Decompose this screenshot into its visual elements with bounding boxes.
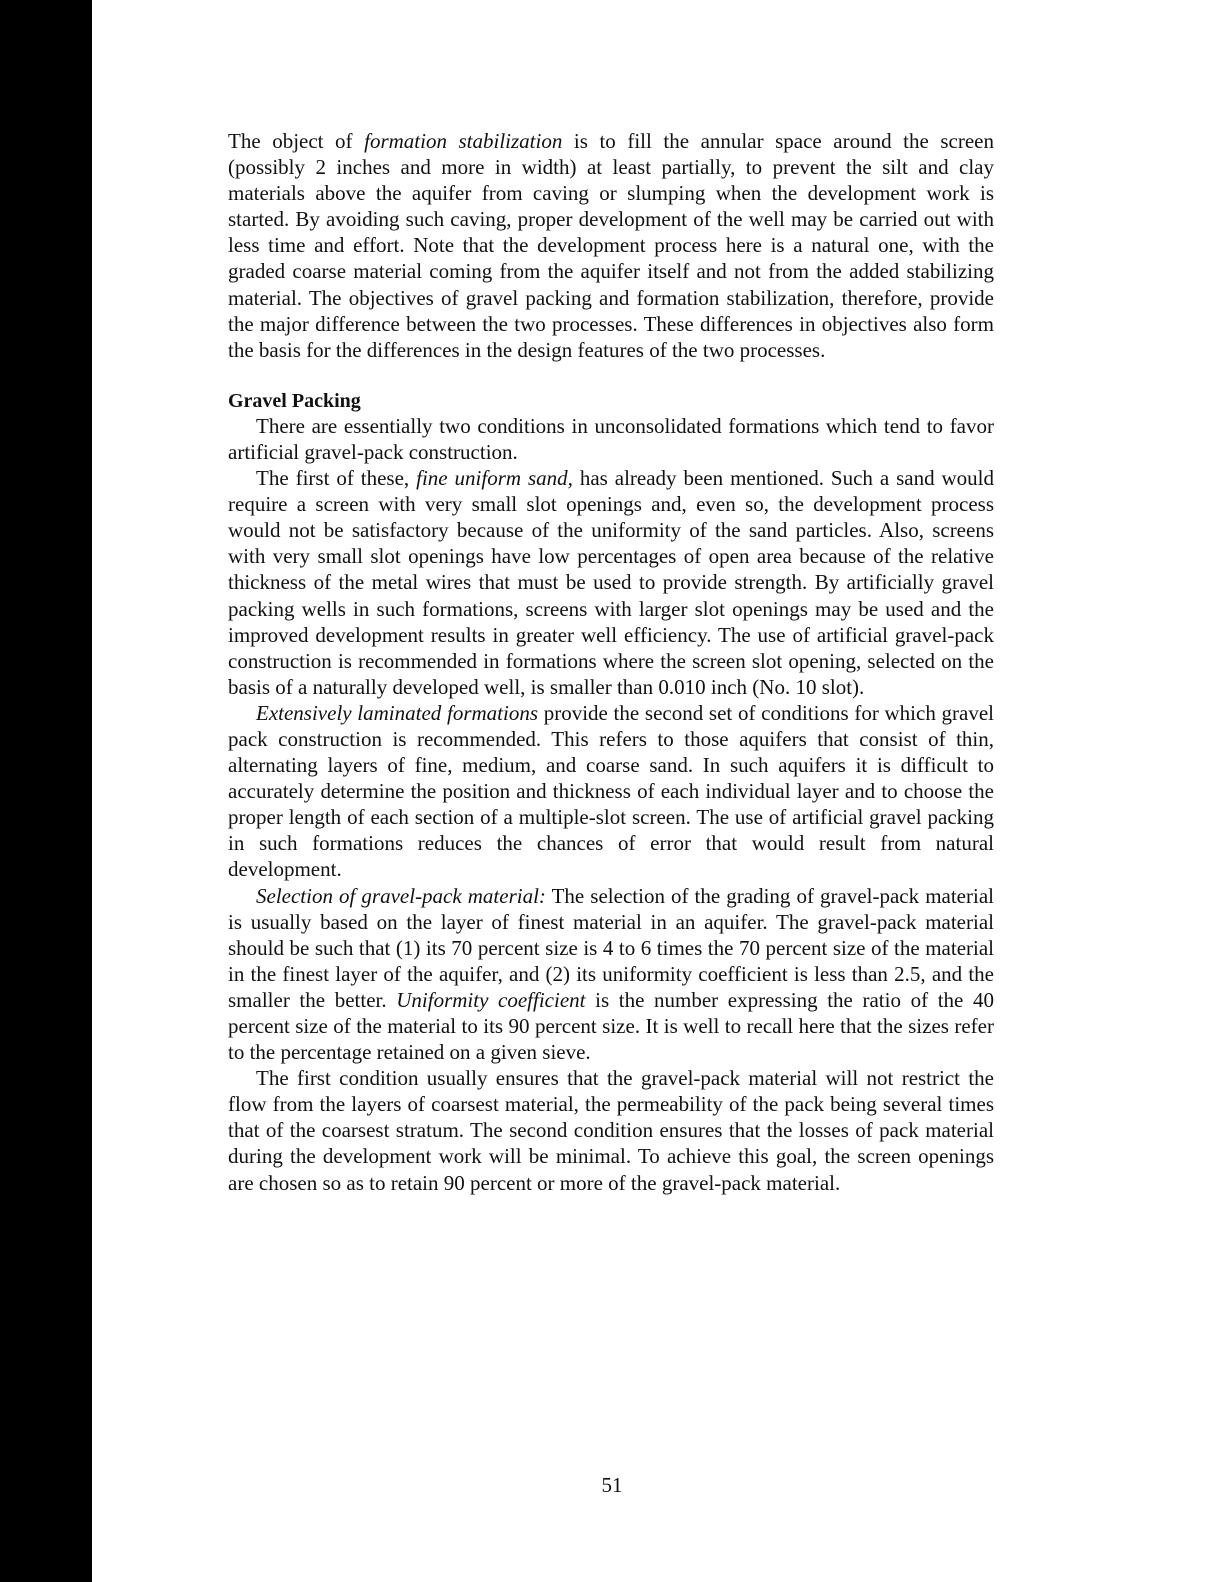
term-formation-stabilization: formation stabilization: [364, 129, 563, 153]
paragraph-laminated-formations: Extensively laminated formations provide the second set of conditions for which gravel pack construction is recommended. This refers to those aquifers that consist of thin, alternating layers of fine, medium, and coarse sand. In such aquifers it is difficult to accurately determine the position and thickness of each individual layer and to choose the proper length of each section of a multiple-slot screen. The use of artificial gravel packing in such formations reduces the chances of error that would result from natural development.: [228, 700, 994, 882]
scan-border: [0, 0, 92, 1582]
term-uniformity-coefficient: Uniformity coefficient: [396, 987, 586, 1012]
paragraph-fine-uniform-sand: The first of these, fine uniform sand, has already been mentioned. Such a sand would require a screen with very small slot openings and, even so, the development process would not be satisfactory because of the uniformity of the sand particles. Also, screens with very small slot openings have low percentages of open area because of the relative thickness of the metal wires that must be used to provide strength. By artificially gravel packing wells in such formations, screens with larger slot openings may be used and the improved development results in greater well efficiency. The use of artificial gravel-pack construction is recommended in formations where the screen slot opening, selected on the basis of a naturally developed well, is smaller than 0.010 inch (No. 10 slot).: [228, 466, 995, 699]
paragraph-first-condition: The first condition usually ensures that the gravel-pack material will not restrict the flow from the layers of coarsest material, the permeability of the pack being several times that of the coarsest stratum. The second condition ensures that the losses of pack material during the development work will be minimal. To achieve this goal, the screen openings are chosen so as to retain 90 percent or more of the gravel-pack material.: [228, 1066, 994, 1195]
term-fine-uniform-sand: fine uniform sand,: [416, 466, 573, 491]
page-body: [228, 128, 994, 1196]
paragraph-two-conditions: There are essentially two conditions in unconsolidated formations which tend to favor artificial gravel-pack construction.: [228, 413, 994, 464]
term-selection: Selection of gravel-pack material:: [256, 883, 546, 908]
paragraph-selection: Selection of gravel-pack material: The selection of the grading of gravel-pack material is usually based on the layer of finest material in an aquifer. The gravel-pack material should be such that (1) its 70 percent size is 4 to 6 times the 70 percent size of the material in the finest layer of the aquifer, and (2) its uniformity coefficient is less than 2.5, and the smaller the better. Uniformity coefficient is the number expressing the ratio of the 40 percent size of the material to its 90 percent size. It is well to recall here that the sizes refer to the percentage retained on a given sieve.: [228, 883, 994, 1065]
intro-paragraph: The object of formation stabilization is to fill the annular space around the screen (possibly 2 inches and more in width) at least partially, to prevent the silt and clay materials above the aquifer from caving or slumping when the development work is started. By avoiding such caving, proper development of the well may be carried out with less time and effort. Note that the development process here is a natural one, with the graded coarse material coming from the aquifer itself and not from the added stabilizing material. The objectives of gravel packing and formation stabilization, therefore, provide the major difference between the two processes. These differences in objectives also form the basis for the differences in the design features of the two processes.: [228, 129, 994, 362]
term-laminated-formations: Extensively laminated formations: [256, 700, 539, 725]
page-number: 51: [601, 1473, 623, 1497]
section-heading: Gravel Packing: [228, 389, 361, 412]
